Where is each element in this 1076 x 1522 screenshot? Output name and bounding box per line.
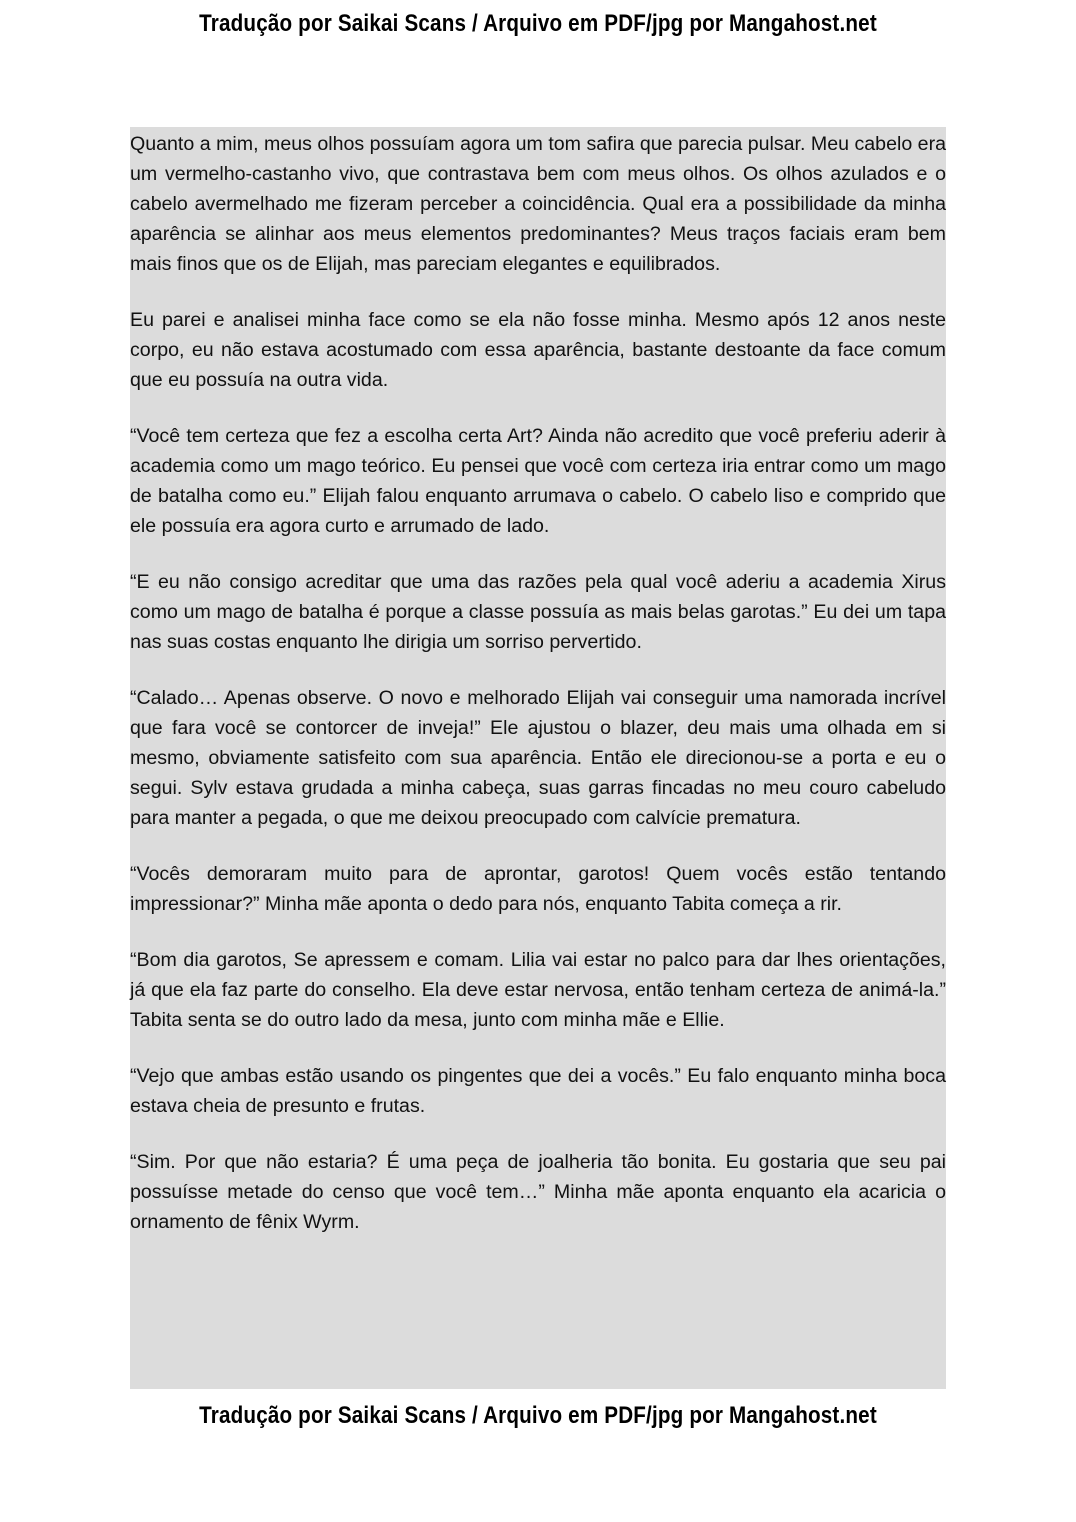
paragraph-9: “Sim. Por que não estaria? É uma peça de joalheria tão bonita. Eu gostaria que seu pai possuísse metade do censo que você tem…” Minha mãe aponta enquanto ela acaricia o ornamento de fênix Wyrm. bbox=[130, 1151, 946, 1233]
paragraph-6: “Vocês demoraram muito para de aprontar, garotos! Quem vocês estão tentando impressionar?” Minha mãe aponta o dedo para nós, enquanto Tabita começa a rir. bbox=[130, 863, 946, 915]
paragraph-4: “E eu não consigo acreditar que uma das razões pela qual você aderiu a academia Xirus como um mago de batalha é porque a classe possuía as mais belas garotas.” Eu dei um tapa nas suas costas enquanto lhe dirigia um sorriso pervertido. bbox=[130, 571, 946, 653]
text-content-area bbox=[130, 127, 946, 1389]
paragraph-1: Quanto a mim, meus olhos possuíam agora um tom safira que parecia pulsar. Meu cabelo era um vermelho-castanho vivo, que contrastava bem com meus olhos. Os olhos azulados e o cabelo avermelhado me fizeram perceber a coincidência. Qual era a possibilidade da minha aparência se alinhar aos meus elementos predominantes? Meus traços faciais eram bem mais finos que os de Elijah, mas pareciam elegantes e equilibrados. bbox=[130, 133, 946, 275]
paragraph-7: “Bom dia garotos, Se apressem e comam. Lilia vai estar no palco para dar lhes orientações, já que ela faz parte do conselho. Ela deve estar nervosa, então tenham certeza de animá-la.” Tabita senta se do outro lado da mesa, junto com minha mãe e Ellie. bbox=[130, 949, 946, 1031]
paragraph-2: Eu parei e analisei minha face como se ela não fosse minha. Mesmo após 12 anos neste corpo, eu não estava acostumado com essa aparência, bastante destoante da face comum que eu possuía na outra vida. bbox=[130, 309, 946, 391]
header-credit: Tradução por Saikai Scans / Arquivo em PDF/jpg por Mangahost.net bbox=[199, 10, 877, 37]
paragraph-5: “Calado… Apenas observe. O novo e melhorado Elijah vai conseguir uma namorada incrível que fara você se contorcer de inveja!” Ele ajustou o blazer, deu mais uma olhada em si mesmo, obviamente satisfeito com sua aparência. Então ele direcionou-se a porta e eu o segui. Sylv estava grudada a minha cabeça, suas garras fincadas no meu couro cabeludo para manter a pegada, o que me deixou preocupado com calvície prematura. bbox=[130, 687, 946, 829]
paragraph-3: “Você tem certeza que fez a escolha certa Art? Ainda não acredito que você preferiu aderir à academia como um mago teórico. Eu pensei que você com certeza iria entrar como um mago de batalha como eu.” Elijah falou enquanto arrumava o cabelo. O cabelo liso e comprido que ele possuía era agora curto e arrumado de lado. bbox=[130, 425, 946, 537]
paragraph-8: “Vejo que ambas estão usando os pingentes que dei a vocês.” Eu falo enquanto minha boca estava cheia de presunto e frutas. bbox=[130, 1065, 946, 1117]
footer-credit: Tradução por Saikai Scans / Arquivo em PDF/jpg por Mangahost.net bbox=[199, 1402, 877, 1429]
